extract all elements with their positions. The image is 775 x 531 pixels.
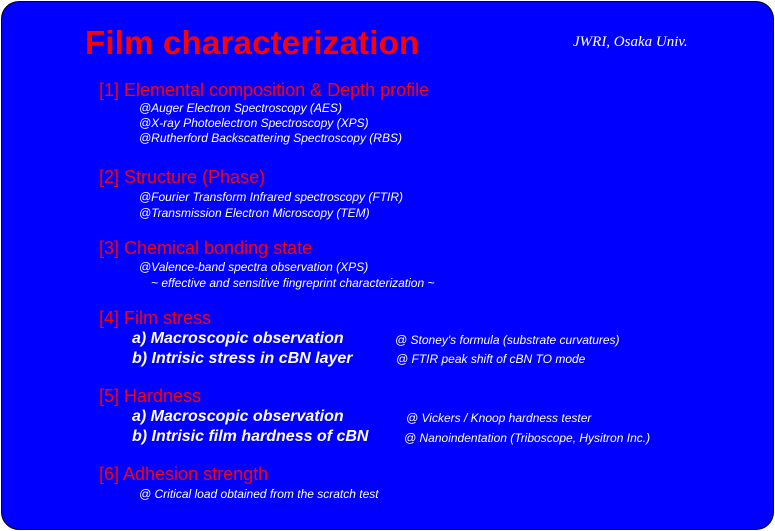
- method-valence-band: @Valence-band spectra observation (XPS): [139, 260, 369, 274]
- section-heading-stress: [4] Film stress: [99, 308, 212, 328]
- method-rbs: @Rutherford Backscattering Spectroscopy (RBS): [139, 131, 402, 145]
- stress-macroscopic-label: a) Macroscopic observation: [132, 330, 344, 347]
- method-scratch-test: @ Critical load obtained from the scratch test: [139, 487, 379, 501]
- section-heading-bonding: [3] Chemical bonding state: [99, 238, 313, 258]
- slide: [1, 1, 774, 530]
- section-heading-structure: [2] Structure (Phase): [99, 167, 266, 187]
- section-heading-composition: [1] Elemental composition & Depth profile: [99, 80, 430, 100]
- stress-intrinsic-method: @ FTIR peak shift of cBN TO mode: [396, 352, 586, 366]
- hardness-intrinsic-label: b) Intrisic film hardness of cBN: [132, 428, 369, 445]
- method-xps: @X-ray Photoelectron Spectroscopy (XPS): [139, 116, 369, 130]
- hardness-intrinsic-method: @ Nanoindentation (Triboscope, Hysitron Inc.): [404, 431, 651, 445]
- hardness-macroscopic-method: @ Vickers / Knoop hardness tester: [406, 411, 592, 425]
- affiliation: JWRI, Osaka Univ.: [573, 34, 688, 50]
- method-ftir: @Fourier Transform Infrared spectroscopy (FTIR): [139, 190, 404, 204]
- hardness-macroscopic-label: a) Macroscopic observation: [132, 408, 344, 425]
- section-heading-adhesion: [6] Adhesion strength: [99, 464, 269, 484]
- slide-title: Film characterization: [85, 24, 420, 61]
- method-tem: @Transmission Electron Microscopy (TEM): [139, 206, 370, 220]
- stress-intrinsic-label: b) Intrisic stress in cBN layer: [132, 350, 353, 367]
- stress-macroscopic-method: @ Stoney's formula (substrate curvatures): [395, 333, 620, 347]
- section-heading-hardness: [5] Hardness: [99, 386, 202, 406]
- method-aes: @Auger Electron Spectroscopy (AES): [139, 101, 342, 115]
- fingerprint-note: ~ effective and sensitive fingreprint characterization ~: [151, 276, 435, 290]
